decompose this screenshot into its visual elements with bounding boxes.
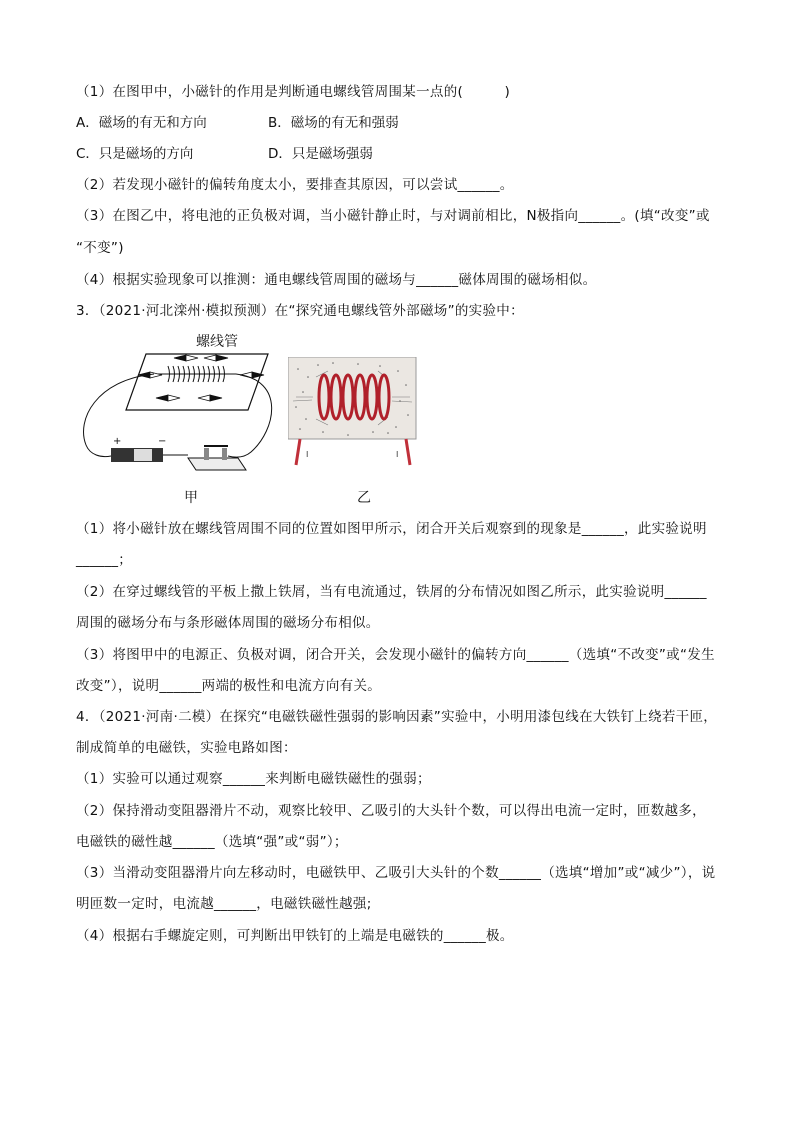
- question-line: ______；: [76, 552, 133, 568]
- figure-yi-label: 乙: [357, 490, 371, 506]
- question-line: （3）在图乙中，将电池的正负极对调，当小磁针静止时，与对调前相比，N极指向______。(填“改变”或: [76, 208, 710, 224]
- svg-text:I: I: [396, 450, 399, 459]
- solenoid-circuit-diagram: [76, 330, 276, 480]
- question-line: （4）根据右手螺旋定则，可判断出甲铁钉的上端是电磁铁的______极。: [76, 928, 514, 944]
- question-header: 3．（2021·河北滦州·模拟预测）在“探究通电螺线管外部磁场”的实验中：: [76, 303, 524, 319]
- question-header: 制成简单的电磁铁，实验电路如图：: [76, 740, 297, 756]
- question-line: 改变”），说明______两端的极性和电流方向有关。: [76, 678, 382, 694]
- figure-jia-label: 甲: [184, 490, 198, 506]
- option-b: B．磁场的有无和强弱: [268, 115, 399, 131]
- question-line: （1）将小磁针放在螺线管周围不同的位置如图甲所示，闭合开关后观察到的现象是______，此实验说明: [76, 521, 707, 537]
- svg-text:+: +: [113, 436, 122, 447]
- svg-text:I: I: [306, 450, 309, 459]
- question-header: 4．（2021·河南·二模）在探究“电磁铁磁性强弱的影响因素”实验中，小明用漆包线在大铁钉上绕若干匝，: [76, 709, 718, 725]
- figure-yi: [288, 357, 418, 467]
- option-c: C．只是磁场的方向: [76, 146, 194, 162]
- question-line: （1）在图甲中，小磁针的作用是判断通电螺线管周围某一点的( ): [76, 84, 511, 100]
- question-line: “不变”): [76, 240, 124, 256]
- question-line: （2）在穿过螺线管的平板上撒上铁屑，当有电流通过，铁屑的分布情况如图乙所示，此实验说明______: [76, 584, 707, 600]
- question-line: （2）若发现小磁针的偏转角度太小，要排查其原因，可以尝试______。: [76, 177, 514, 193]
- question-line: 周围的磁场分布与条形磁体周围的磁场分布相似。: [76, 615, 380, 631]
- svg-text:−: −: [158, 436, 167, 447]
- question-line: （3）当滑动变阻器滑片向左移动时，电磁铁甲、乙吸引大头针的个数______（选填“增加”或“减少”），说: [76, 865, 716, 881]
- question-line: （2）保持滑动变阻器滑片不动，观察比较甲、乙吸引的大头针个数，可以得出电流一定时，匝数越多，: [76, 803, 706, 819]
- question-line: 明匝数一定时，电流越______，电磁铁磁性越强;: [76, 896, 372, 912]
- option-d: D．只是磁场强弱: [268, 146, 373, 162]
- question-line: 电磁铁的磁性越______（选填“强”或“弱”）；: [76, 834, 348, 850]
- question-line: （1）实验可以通过观察______来判断电磁铁磁性的强弱；: [76, 771, 431, 787]
- iron-filings-photo: [288, 357, 418, 467]
- question-line: （4）根据实验现象可以推测：通电螺线管周围的磁场与______磁体周围的磁场相似。: [76, 272, 597, 288]
- question-line: （3）将图甲中的电源正、负极对调，闭合开关，会发现小磁针的偏转方向______（选填“不改变”或“发生: [76, 647, 715, 663]
- option-a: A．磁场的有无和方向: [76, 115, 207, 131]
- figure-jia: [76, 330, 276, 480]
- figure-coil-label: 螺线管: [196, 334, 238, 350]
